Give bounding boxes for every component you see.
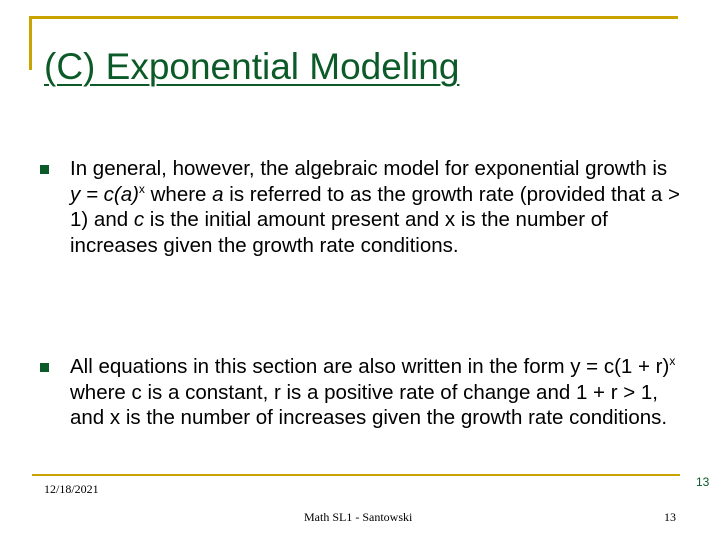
footer-date: 12/18/2021	[44, 482, 99, 496]
corner-slide-number: 13	[696, 475, 710, 489]
bullet-text-2: All equations in this section are also written in the form $y = c(1 + r)^x$ where c is a constant, r is a positive rate of change and 1 + r > 1, and x is the number of increases given the growth rate conditions.	[70, 354, 676, 429]
frame-left-line	[29, 16, 32, 70]
footer-divider	[32, 474, 680, 476]
bullet-text-1: In general, however, the algebraic model for exponential growth is $y = c(a)^x$ where a is referred to as the growth rate (provided that a > 1) and c is the initial amount present and x is the number of increases given the growth rate conditions.	[70, 157, 680, 257]
frame-top-line	[29, 16, 678, 19]
square-bullet-icon	[40, 363, 49, 372]
footer-title: Math SL1 - Santowski	[304, 510, 413, 524]
square-bullet-icon	[40, 165, 49, 174]
slide-title: (C) Exponential Modeling	[44, 46, 460, 87]
footer-page-number: 13	[664, 510, 676, 524]
